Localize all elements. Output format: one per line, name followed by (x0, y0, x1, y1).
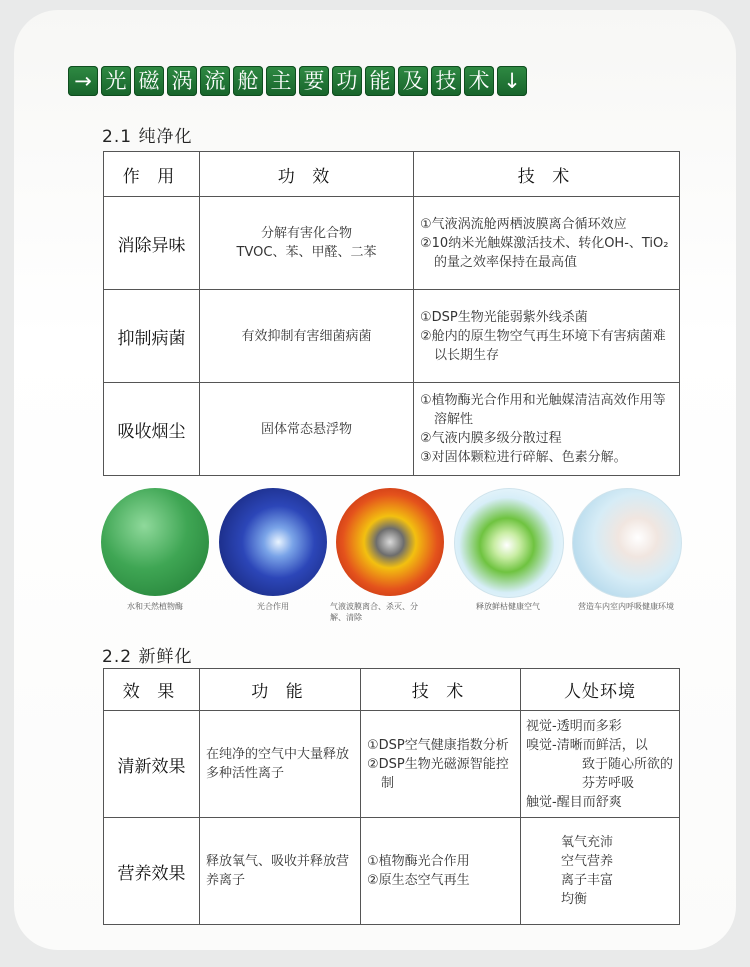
table-row (104, 197, 680, 290)
env-line: 离子丰富 (561, 873, 614, 888)
tech-cell (414, 290, 680, 383)
section-heading-freshen: 2.2 新鲜化 (102, 647, 193, 667)
tech-item: ③对固体颗粒进行碎解、色素分解。 (420, 450, 627, 465)
tech-item: ②10纳米光触媒激活技术、转化OH-、TiO₂的量之效率保持在最高值 (420, 235, 669, 270)
tech-item: ①植物酶光合作用 (367, 854, 470, 869)
image-caption: 释放鲜枯健康空气 (476, 602, 540, 611)
tech-cell (361, 711, 521, 818)
image-caption: 营造车内室内呼吸健康环境 (578, 602, 674, 611)
table-row (104, 290, 680, 383)
function-cell: 在纯净的空气中大量释放多种活性离子 (200, 711, 361, 818)
freshen-table (103, 668, 680, 925)
function-cell: 释放氧气、吸收并释放营养离子 (200, 818, 361, 925)
row-label: 抑制病菌 (104, 290, 200, 383)
effect-line: TVOC、苯、甲醛、二苯 (236, 245, 377, 260)
arrow-down-icon: ↓ (497, 66, 527, 96)
purify-table (103, 151, 680, 476)
section-heading-purify: 2.1 纯净化 (102, 127, 193, 147)
arrow-right-icon: → (68, 66, 98, 96)
env-line: 氧气充沛 (561, 835, 614, 850)
effect-cell (200, 290, 414, 383)
column-header: 效 果 (104, 669, 200, 711)
column-header: 技 术 (361, 669, 521, 711)
effect-line: 分解有害化合物 (260, 226, 352, 241)
env-line: 芬芳呼吸 (582, 775, 635, 791)
title-char: 功 (332, 66, 362, 96)
illustration-strip (98, 488, 688, 630)
tech-item: ①DSP生物光能弱紫外线杀菌 (420, 309, 588, 325)
column-header: 功 效 (200, 152, 414, 197)
row-label: 清新效果 (104, 711, 200, 818)
title-char: 光 (101, 66, 131, 96)
image-caption: 气液波膜离合、杀灭、分解、清除 (330, 602, 418, 622)
breathing-woman-image (572, 488, 682, 598)
row-label: 营养效果 (104, 818, 200, 925)
tech-item: ②DSP生物光磁源智能控制 (367, 756, 509, 791)
column-header: 功 能 (200, 669, 361, 711)
column-header: 人处环境 (521, 669, 680, 711)
title-char: 能 (365, 66, 395, 96)
tech-cell (414, 197, 680, 290)
row-label: 消除异味 (104, 197, 200, 290)
environment-cell (521, 818, 680, 925)
title-char: 舱 (233, 66, 263, 96)
env-line: 均衡 (561, 892, 588, 907)
tech-item: ①DSP空气健康指数分析 (367, 737, 509, 753)
title-char: 磁 (134, 66, 164, 96)
tech-item: ②气液内膜多级分散过程 (420, 431, 562, 446)
page-title (68, 66, 527, 96)
title-char: 技 (431, 66, 461, 96)
table-row (104, 711, 680, 818)
tech-item: ②原生态空气再生 (367, 873, 470, 888)
env-line: 空气营养 (561, 854, 614, 869)
effect-cell (200, 197, 414, 290)
image-caption: 水和天然植物酶 (127, 602, 183, 611)
image-caption: 光合作用 (257, 602, 289, 611)
env-line: 嗅觉-清晰而鲜活，以 (526, 737, 648, 753)
effect-line: 有效抑制有害细菌病菌 (241, 328, 372, 344)
env-line: 触觉-醒目而舒爽 (526, 794, 622, 810)
title-char: 流 (200, 66, 230, 96)
photosynthesis-image (219, 488, 327, 596)
env-line: 视觉-透明而多彩 (526, 718, 622, 734)
table-header-row (104, 669, 680, 711)
title-char: 主 (266, 66, 296, 96)
title-char: 要 (299, 66, 329, 96)
row-label: 吸收烟尘 (104, 383, 200, 476)
table-header-row (104, 152, 680, 197)
tech-item: ①气液涡流舱两栖波膜离合循环效应 (420, 216, 627, 232)
water-drops-image (101, 488, 209, 596)
fresh-air-burst-image (454, 488, 564, 598)
effect-line: 固体常态悬浮物 (260, 421, 352, 437)
bubbles-image (336, 488, 444, 596)
environment-cell (521, 711, 680, 818)
tech-item: ①植物酶光合作用和光触媒清洁高效作用等溶解性 (420, 393, 666, 427)
title-char: 及 (398, 66, 428, 96)
column-header: 技 术 (414, 152, 680, 197)
env-line: 致于随心所欲的 (582, 756, 674, 772)
title-char: 术 (464, 66, 494, 96)
tech-cell (414, 383, 680, 476)
table-row (104, 818, 680, 925)
tech-item: ②舱内的原生物空气再生环境下有害病菌难以长期生存 (420, 328, 666, 363)
tech-cell (361, 818, 521, 925)
effect-cell (200, 383, 414, 476)
table-row (104, 383, 680, 476)
title-char: 涡 (167, 66, 197, 96)
column-header: 作 用 (104, 152, 200, 197)
